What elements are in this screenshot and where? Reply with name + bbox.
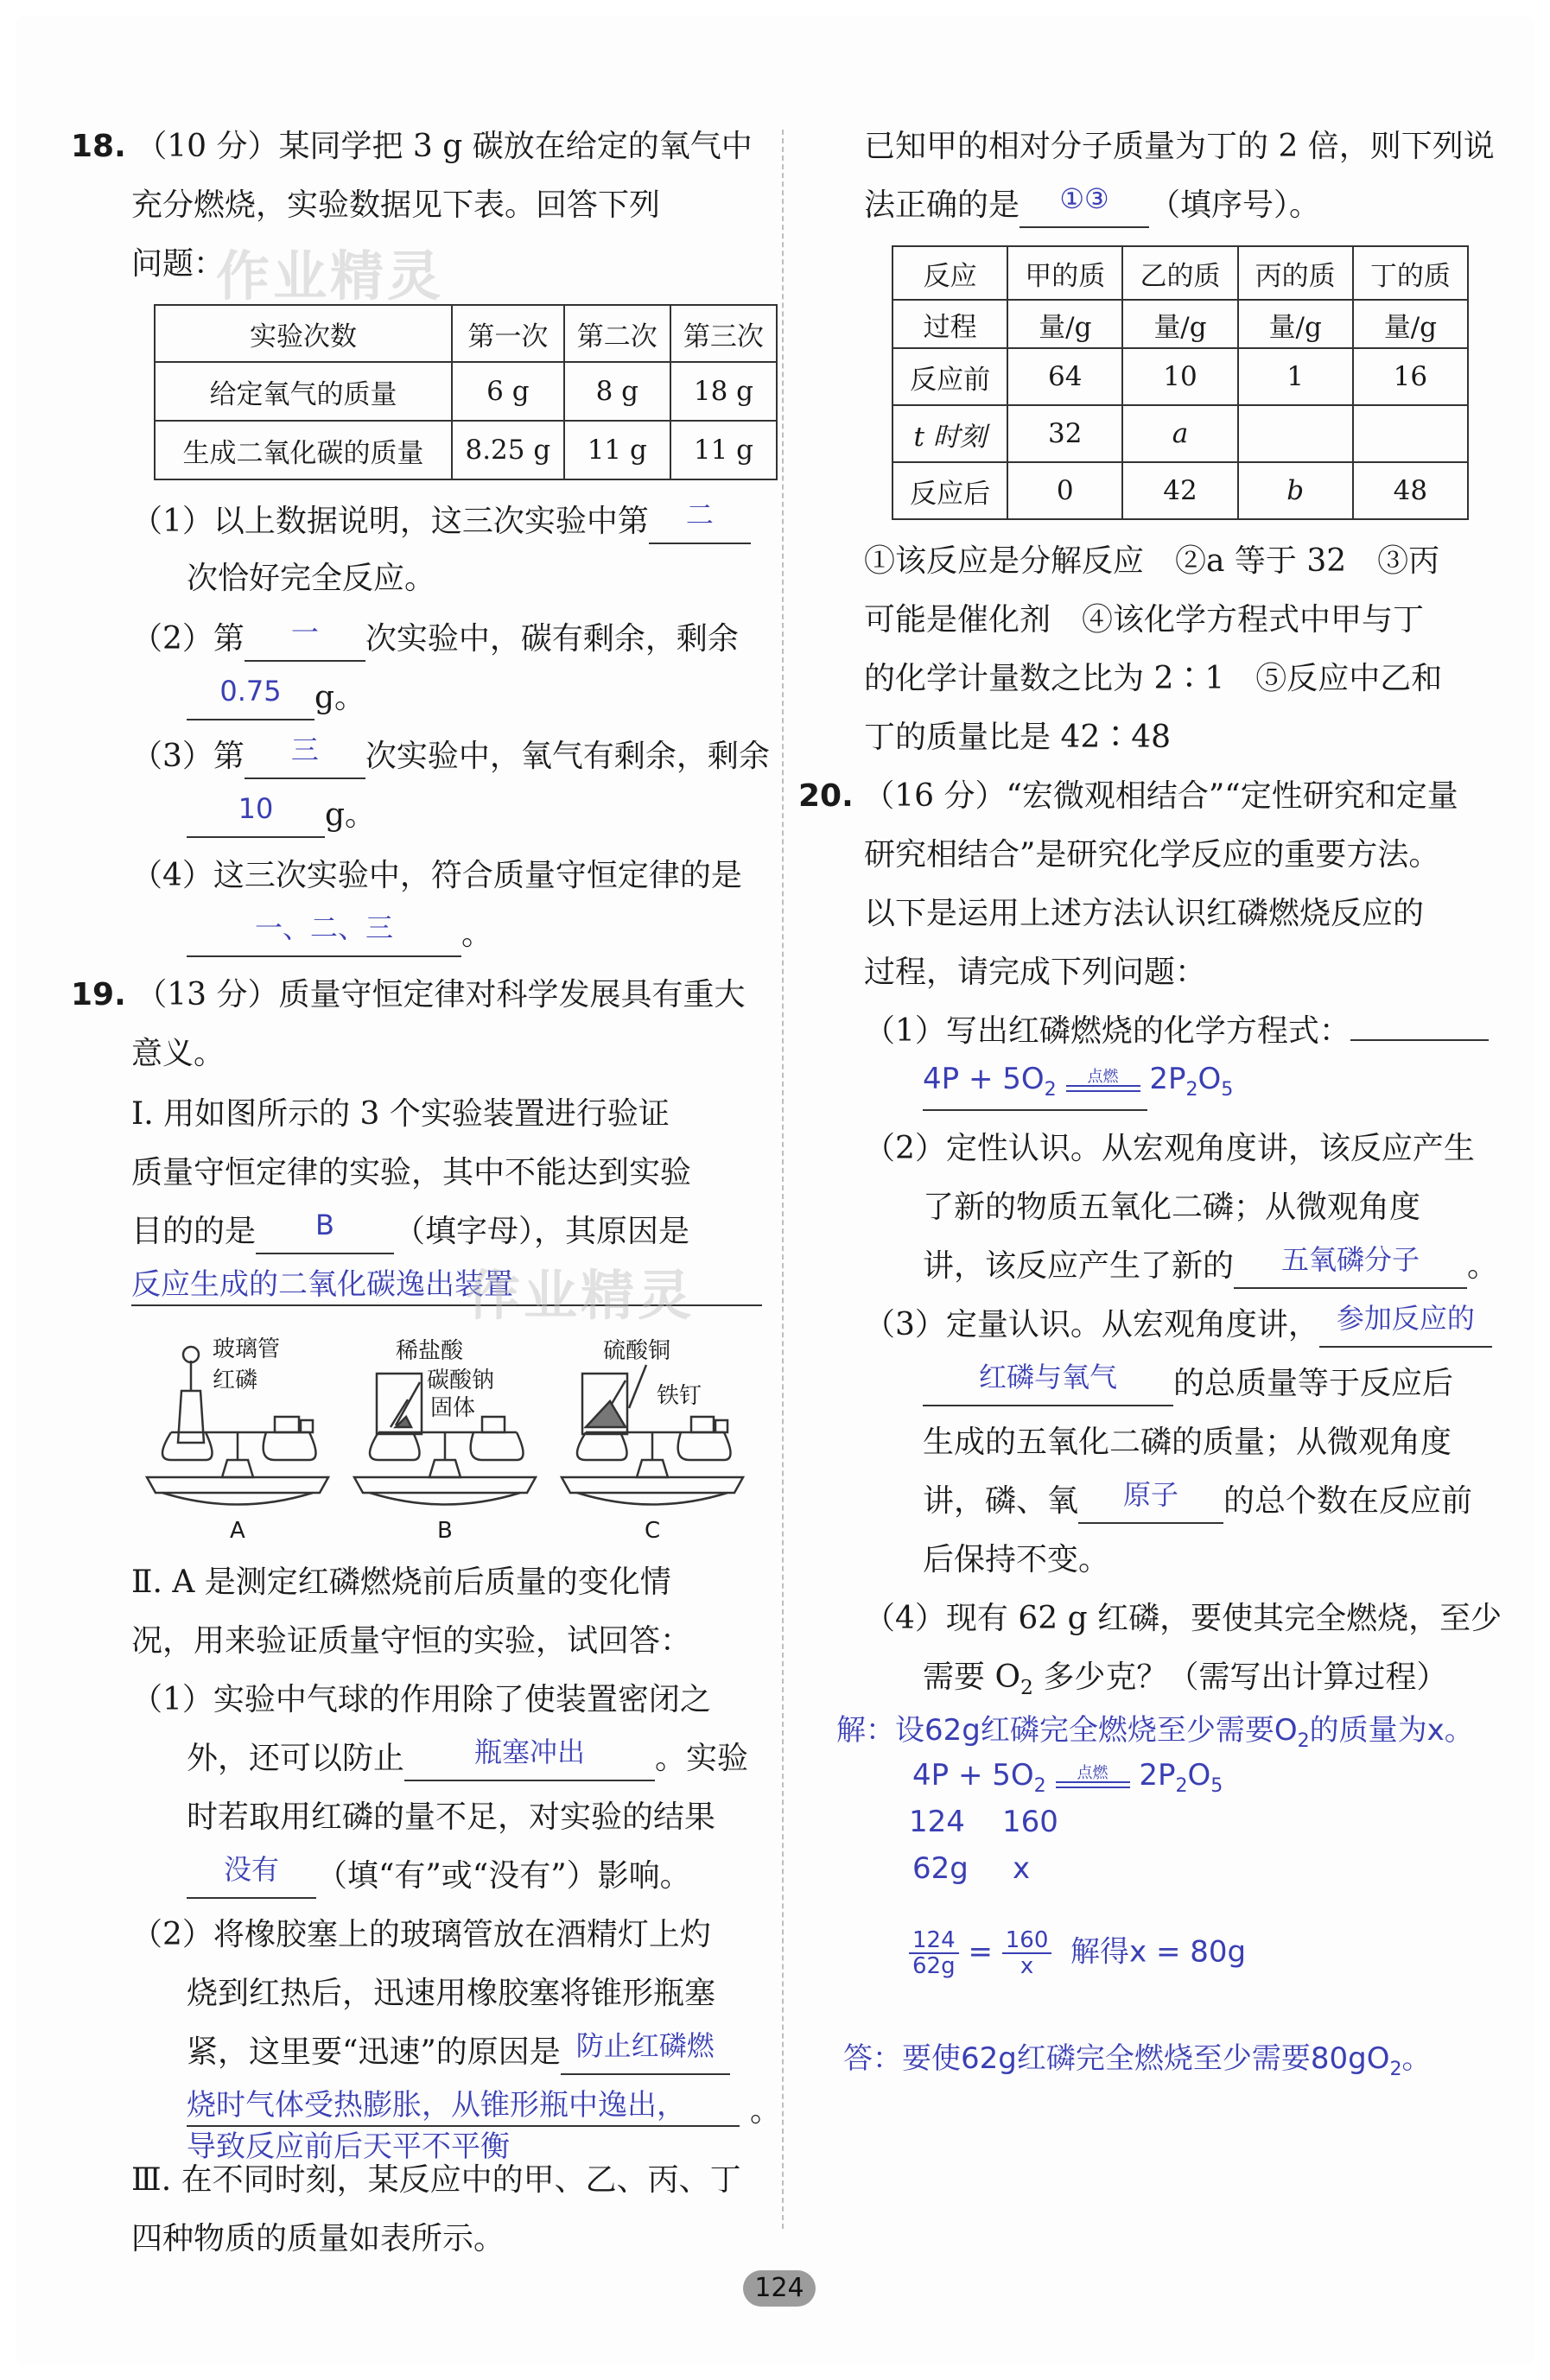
table-cell: 64 (1007, 348, 1122, 405)
q19-options-line1: ①该反应是分解反应 ②a 等于 32 ③丙 (864, 543, 1440, 579)
table-cell: 8 g (564, 362, 670, 421)
q20-line3: 以下是运用上述方法认识红磷燃烧反应的 (864, 896, 1425, 931)
q20-p3c: 生成的五氧化二磷的质量；从微观角度 (923, 1425, 1452, 1460)
label-copper-sulfate: 硫酸铜 (603, 1338, 671, 1364)
q18-p2: （2）第 一 次实验中，碳有剩余，剩余 (131, 619, 739, 662)
answer-blank[interactable]: 五氧磷分子 (1234, 1246, 1467, 1289)
table-cell: 8.25 g (452, 421, 564, 479)
column-divider (782, 130, 784, 2229)
q19-s2-answer-line3[interactable]: 导致反应前后天平不平衡 (187, 2129, 510, 2164)
table-header: 量/g (1007, 300, 1122, 348)
table-cell: 48 (1353, 462, 1468, 519)
q19-s3-line1: Ⅲ. 在不同时刻，某反应中的甲、乙、丙、丁 (131, 2162, 741, 2198)
table-header: 实验次数 (155, 305, 452, 362)
q20-line1: 20. （16 分）“宏微观相结合”“定性研究和定量 (798, 778, 1458, 814)
answer-blank[interactable]: 没有 (187, 1856, 316, 1899)
q18-number: 18. (71, 129, 126, 164)
q20-p3f: 后保持不变。 (923, 1542, 1110, 1577)
caption-b: B (437, 1518, 453, 1544)
page-number: 124 (743, 2270, 816, 2307)
table-header: 量/g (1353, 300, 1468, 348)
answer-blank[interactable]: 0.75 (187, 677, 314, 720)
q20-number: 20. (798, 778, 854, 814)
q20-p4b: 需要 $O_2$ 多少克？（需写出计算过程） (923, 1660, 1448, 1700)
solution-answer: 答：要使62g红磷完全燃烧至少需要$80gO_2$。 (843, 2041, 1432, 2080)
solution-given-2: x (1013, 1851, 1031, 1886)
table-header: 丙的质 (1238, 246, 1353, 300)
q18-p3-cont: 10 g。 (187, 795, 376, 838)
q19-s2-p1e: 没有 （填“有”或“没有”）影响。 (187, 1856, 691, 1899)
table-header: 量/g (1122, 300, 1237, 348)
answer-blank[interactable]: 二 (649, 501, 751, 544)
table-cell: 反应后 (893, 462, 1007, 519)
label-red-phosphorus: 红磷 (213, 1368, 258, 1393)
table-header: 量/g (1238, 300, 1353, 348)
watermark: 作业精灵 (467, 1264, 696, 1327)
q19-s2-p2c: 紧，这里要“迅速”的原因是 防止红磷燃 (187, 2032, 730, 2075)
table-cell: 生成二氧化碳的质量 (155, 421, 452, 479)
solution-mass-2: 160 (1002, 1805, 1058, 1839)
label-glass-tube: 玻璃管 (213, 1336, 281, 1362)
q18-line1: 18. （10 分）某同学把 3 g 碳放在给定的氧气中 (71, 129, 753, 164)
answer-blank[interactable]: 瓶塞冲出 (404, 1738, 655, 1781)
q20-p2b: 了新的物质五氧化二磷；从微观角度 (923, 1190, 1421, 1225)
q19-s2-period: 。 (750, 2093, 782, 2129)
q18-p2-cont: 0.75 g。 (187, 677, 365, 720)
q18-p4: （4）这三次实验中，符合质量守恒定律的是 (131, 858, 742, 893)
balance-c-icon (562, 1365, 743, 1505)
table-header: 甲的质 (1007, 246, 1122, 300)
q19-s2-line1: Ⅱ. A 是测定红磷燃烧前后质量的变化情 (131, 1564, 671, 1600)
q20-p3d: 讲，磷、氧 原子 的总个数在反应前 (923, 1481, 1472, 1524)
solution-mass-1: 124 (909, 1805, 965, 1839)
table-cell: 1 (1238, 348, 1353, 405)
q20-p2a: （2）定性认识。从宏观角度讲，该反应产生 (864, 1131, 1475, 1166)
label-hcl: 稀盐酸 (396, 1338, 464, 1364)
table-cell: 18 g (670, 362, 777, 421)
watermark: 作业精灵 (216, 244, 445, 308)
apparatus-diagram (137, 1330, 759, 1546)
q18-p3: （3）第 三 次实验中，氧气有剩余，剩余 (131, 736, 770, 779)
reaction-arrow-icon: 点燃 (1066, 1069, 1140, 1092)
table-cell: 0 (1007, 462, 1122, 519)
q18-p1-cont: 次恰好完全反应。 (187, 561, 436, 596)
fraction: $\frac{160}{x}$ (1002, 1928, 1052, 1978)
q18-p1: （1）以上数据说明，这三次实验中第 二 (131, 501, 751, 544)
answer-blank[interactable]: 一 (245, 619, 365, 662)
table-cell: 42 (1122, 462, 1237, 519)
table-cell: t 时刻 (893, 405, 1007, 462)
q19-s2-p1a: （1）实验中气球的作用除了使装置密闭之 (131, 1682, 711, 1717)
q20-line2: 研究相结合”是研究化学反应的重要方法。 (864, 837, 1440, 873)
answer-blank[interactable]: 一、二、三 (187, 914, 461, 957)
caption-a: A (230, 1518, 245, 1544)
q19-s2-p2a: （2）将橡胶塞上的玻璃管放在酒精灯上灼 (131, 1917, 711, 1952)
solution-given-1: 62g (912, 1851, 969, 1886)
q19-options-line3: 的化学计量数之比为 2∶1 ⑤反应中乙和 (864, 661, 1443, 696)
table-cell: 11 g (564, 421, 670, 479)
answer-blank[interactable] (1350, 1039, 1489, 1041)
q19-s3-line2: 四种物质的质量如表所示。 (131, 2221, 505, 2256)
fraction: $\frac{124}{62g}$ (909, 1928, 959, 1978)
q20-p1: （1）写出红磷燃烧的化学方程式： (864, 1011, 1489, 1052)
q18-line3: 问题： (131, 246, 226, 282)
q19-number: 19. (71, 977, 126, 1012)
q19-s3-line4: 法正确的是 ①③ （填序号）。 (864, 185, 1320, 228)
table-cell (1353, 405, 1468, 462)
label-solid: 固体 (430, 1395, 476, 1421)
solution-proportion: $\frac{124}{62g}$ = $\frac{160}{x}$ 解得x = 80g (909, 1928, 1246, 1978)
caption-c: C (645, 1518, 661, 1544)
answer-blank[interactable]: B (256, 1211, 394, 1254)
table-header: 过程 (893, 300, 1007, 348)
reaction-arrow-icon: 点燃 (1056, 1766, 1130, 1788)
q19-line2: 意义。 (131, 1036, 226, 1071)
label-sodium-carbonate: 碳酸钠 (427, 1368, 495, 1393)
q20-p4a: （4）现有 62 g 红磷，要使其完全燃烧，至少 (864, 1601, 1502, 1636)
table-cell: 16 (1353, 348, 1468, 405)
q19-line1: 19. （13 分）质量守恒定律对科学发展具有重大 (71, 977, 746, 1012)
answer-blank[interactable]: 红磷与氧气 (923, 1363, 1173, 1406)
answer-blank[interactable]: ①③ (1020, 185, 1149, 228)
q18-data-table (154, 304, 778, 480)
table-cell: 32 (1007, 405, 1122, 462)
table-cell: 11 g (670, 421, 777, 479)
q18-line2: 充分燃烧，实验数据见下表。回答下列 (131, 187, 661, 223)
q19-s2-p1d: 时若取用红磷的量不足，对实验的结果 (187, 1799, 716, 1835)
table-cell: 6 g (452, 362, 564, 421)
table-header: 第二次 (564, 305, 670, 362)
q20-line4: 过程，请完成下列问题： (864, 955, 1207, 990)
label-iron-nail: 铁钉 (657, 1383, 702, 1409)
table-cell: 10 (1122, 348, 1237, 405)
table-header: 第三次 (670, 305, 777, 362)
q19-s2-line2: 况，用来验证质量守恒的实验，试回答： (131, 1623, 692, 1659)
answer-blank[interactable]: 参加反应的 (1319, 1304, 1492, 1348)
table-cell: b (1238, 462, 1353, 519)
table-header: 反应 (893, 246, 1007, 300)
table-cell: 给定氧气的质量 (155, 362, 452, 421)
q19-s1-line2: 质量守恒定律的实验，其中不能达到实验 (131, 1155, 692, 1190)
q19-s1-line1: Ⅰ. 用如图所示的 3 个实验装置进行验证 (131, 1096, 670, 1132)
q20-p3b: 红磷与氧气 的总质量等于反应后 (923, 1363, 1453, 1406)
answer-blank[interactable]: 原子 (1078, 1481, 1223, 1524)
table-cell: a (1122, 405, 1237, 462)
solution-intro: 解：设62g红磷完全燃烧至少需要$O_2$的质量为x。 (836, 1713, 1474, 1752)
q19-s2-p1b: 外，还可以防止 瓶塞冲出 。实验 (187, 1738, 748, 1781)
table-cell: 反应前 (893, 348, 1007, 405)
q20-equation[interactable]: $4P + 5O_2$ 点燃 $2P_2$ $_5$ (923, 1059, 1147, 1111)
answer-blank[interactable]: 10 (187, 795, 325, 838)
table-header: 丁的质 (1353, 246, 1468, 300)
table-header: 第一次 (452, 305, 564, 362)
q20-p3a: （3）定量认识。从宏观角度讲， 参加反应的 (864, 1304, 1492, 1348)
q19-options-line2: 可能是催化剂 ④该化学方程式中甲与丁 (864, 602, 1425, 638)
table-header: 乙的质 (1122, 246, 1237, 300)
solution-equation: $4P + 5O_2$ 点燃 $2P_2O_5$ (912, 1758, 1223, 1797)
q19-mass-table (892, 245, 1469, 520)
q19-s1-line3: 目的的是 B （填字母），其原因是 (131, 1211, 689, 1254)
q19-s2-p2b: 烧到红热后，迅速用橡胶塞将锥形瓶塞 (187, 1976, 716, 2011)
q18-p4-cont: 一、二、三 。 (187, 914, 492, 957)
q19-s3-line3: 已知甲的相对分子质量为丁的 2 倍，则下列说 (864, 129, 1495, 164)
q20-p2c: 讲，该反应产生了新的 五氧磷分子 。 (923, 1246, 1498, 1289)
answer-blank[interactable]: 三 (245, 736, 365, 779)
q19-s2-answer-line2[interactable]: 烧时气体受热膨胀，从锥形瓶中逸出， (187, 2085, 740, 2127)
answer-blank[interactable]: 防止红磷燃 (561, 2032, 730, 2075)
q19-options-line4: 丁的质量比是 42∶48 (864, 720, 1172, 755)
q19-s1-reason[interactable]: 反应生成的二氧化碳逸出装置 (131, 1265, 762, 1306)
table-cell (1238, 405, 1353, 462)
